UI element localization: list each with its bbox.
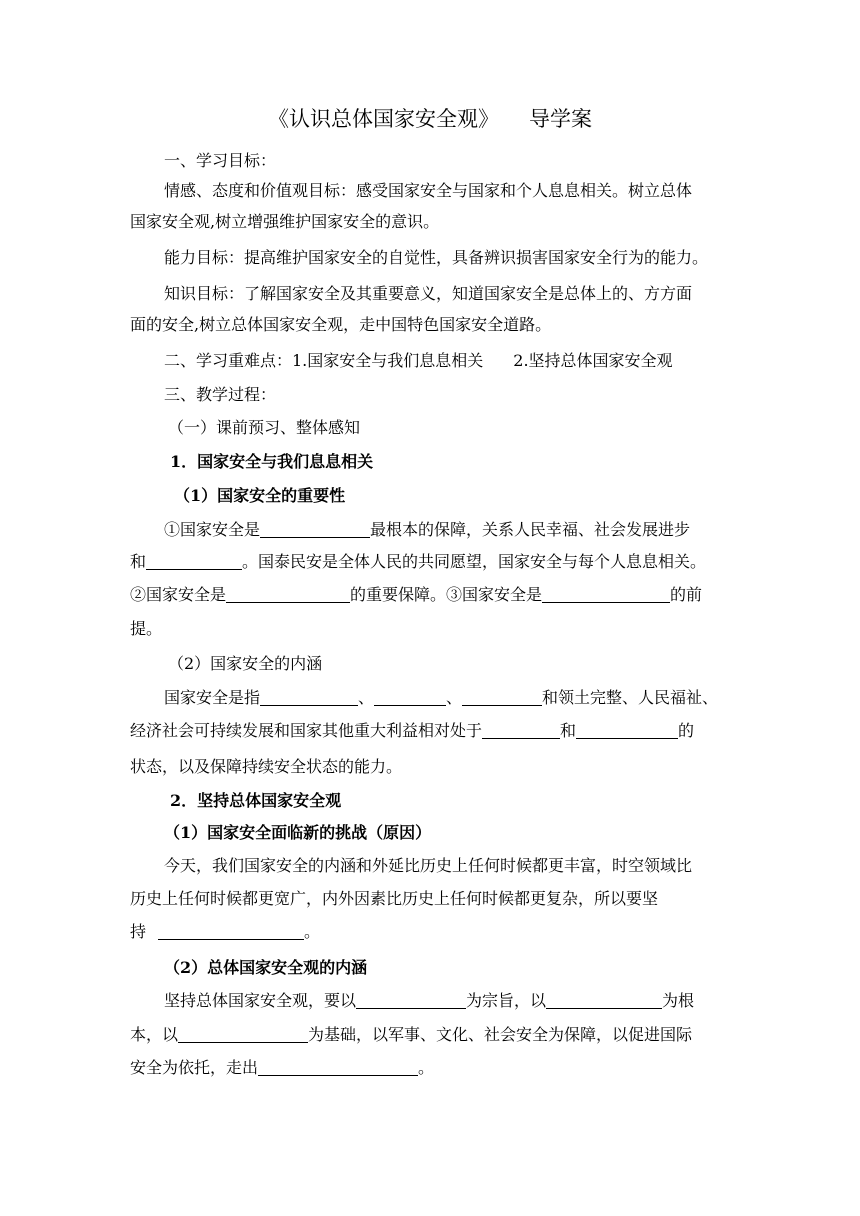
fill-blank[interactable] (546, 992, 662, 1009)
title-main: 《认识总体国家安全观》 (268, 107, 499, 131)
fill-blank[interactable] (146, 553, 242, 570)
overall-view-line1: 坚持总体国家安全观，要以 为宗旨，以 为根 (164, 991, 695, 1010)
fill-blank[interactable] (260, 689, 358, 706)
fill-blank[interactable] (542, 586, 670, 603)
fill-blank[interactable] (158, 923, 304, 940)
challenge-line3: 持 。 (130, 922, 321, 941)
fill-blank[interactable] (576, 722, 678, 739)
document-title (0, 106, 860, 132)
connotation-line1: 国家安全是指 、 、 和领土完整、人民福祉、 (164, 688, 719, 707)
challenge-line1: 今天，我们国家安全的内涵和外延比历史上任何时候都更丰富，时空领域比 (164, 856, 693, 875)
topic-1-heading: 1．国家安全与我们息息相关 (170, 452, 374, 471)
fill-blank[interactable] (258, 1059, 418, 1076)
topic-1-2-heading: （2）国家安全的内涵 (168, 654, 323, 673)
emotion-objective-line1: 情感、态度和价值观目标：感受国家安全与国家和个人息息相关。树立总体 (164, 181, 693, 200)
fill-blank[interactable] (356, 992, 466, 1009)
importance-line4: 提。 (130, 619, 163, 638)
importance-line2: 和 。国泰民安是全体人民的共同愿望，国家安全与每个人息息相关。 (130, 552, 707, 571)
knowledge-objective-line1: 知识目标：了解国家安全及其重要意义，知道国家安全是总体上的、方方面 (164, 284, 693, 303)
topic-1-1-heading: （1）国家安全的重要性 (174, 486, 346, 505)
title-sub: 导学案 (529, 107, 592, 131)
emotion-objective-line2: 国家安全观,树立增强维护国家安全的意识。 (130, 212, 440, 231)
fill-blank[interactable] (374, 689, 446, 706)
section-process-heading: 三、教学过程： (164, 385, 277, 404)
section-objectives-heading: 一、学习目标： (164, 151, 277, 170)
connotation-line2: 经济社会可持续发展和国家其他重大利益相对处于 和 的 (130, 721, 695, 740)
importance-line3: ②国家安全是 的重要保障。③国家安全是 的前 (130, 585, 703, 604)
fill-blank[interactable] (482, 722, 560, 739)
fill-blank[interactable] (462, 689, 542, 706)
topic-2-1-heading: （1）国家安全面临新的挑战（原因） (164, 823, 432, 842)
topic-2-2-heading: （2）总体国家安全观的内涵 (164, 958, 368, 977)
knowledge-objective-line2: 面的安全,树立总体国家安全观，走中国特色国家安全道路。 (130, 315, 552, 334)
ability-objective: 能力目标：提高维护国家安全的自觉性，具备辨识损害国家安全行为的能力。 (164, 248, 709, 267)
key-point-2: 2.坚持总体国家安全观 (513, 351, 673, 370)
overall-view-line2: 本，以 为基础，以军事、文化、社会安全为保障，以促进国际 (130, 1025, 693, 1044)
topic-2-heading: 2．坚持总体国家安全观 (170, 791, 342, 810)
challenge-line2: 历史上任何时候都更宽广，内外因素比历史上任何时候都更复杂，所以要坚 (130, 889, 659, 908)
section-key-points: 二、学习重难点：1.国家安全与我们息息相关 2.坚持总体国家安全观 (164, 351, 673, 370)
fill-blank[interactable] (226, 586, 350, 603)
importance-line1: ①国家安全是 最根本的保障，关系人民幸福、社会发展进步 (164, 520, 691, 539)
fill-blank[interactable] (178, 1026, 308, 1043)
fill-blank[interactable] (260, 521, 370, 538)
overall-view-line3: 安全为依托，走出 。 (130, 1058, 435, 1077)
preview-heading: （一）课前预习、整体感知 (168, 418, 361, 437)
connotation-line3: 状态，以及保障持续安全状态的能力。 (130, 757, 403, 776)
